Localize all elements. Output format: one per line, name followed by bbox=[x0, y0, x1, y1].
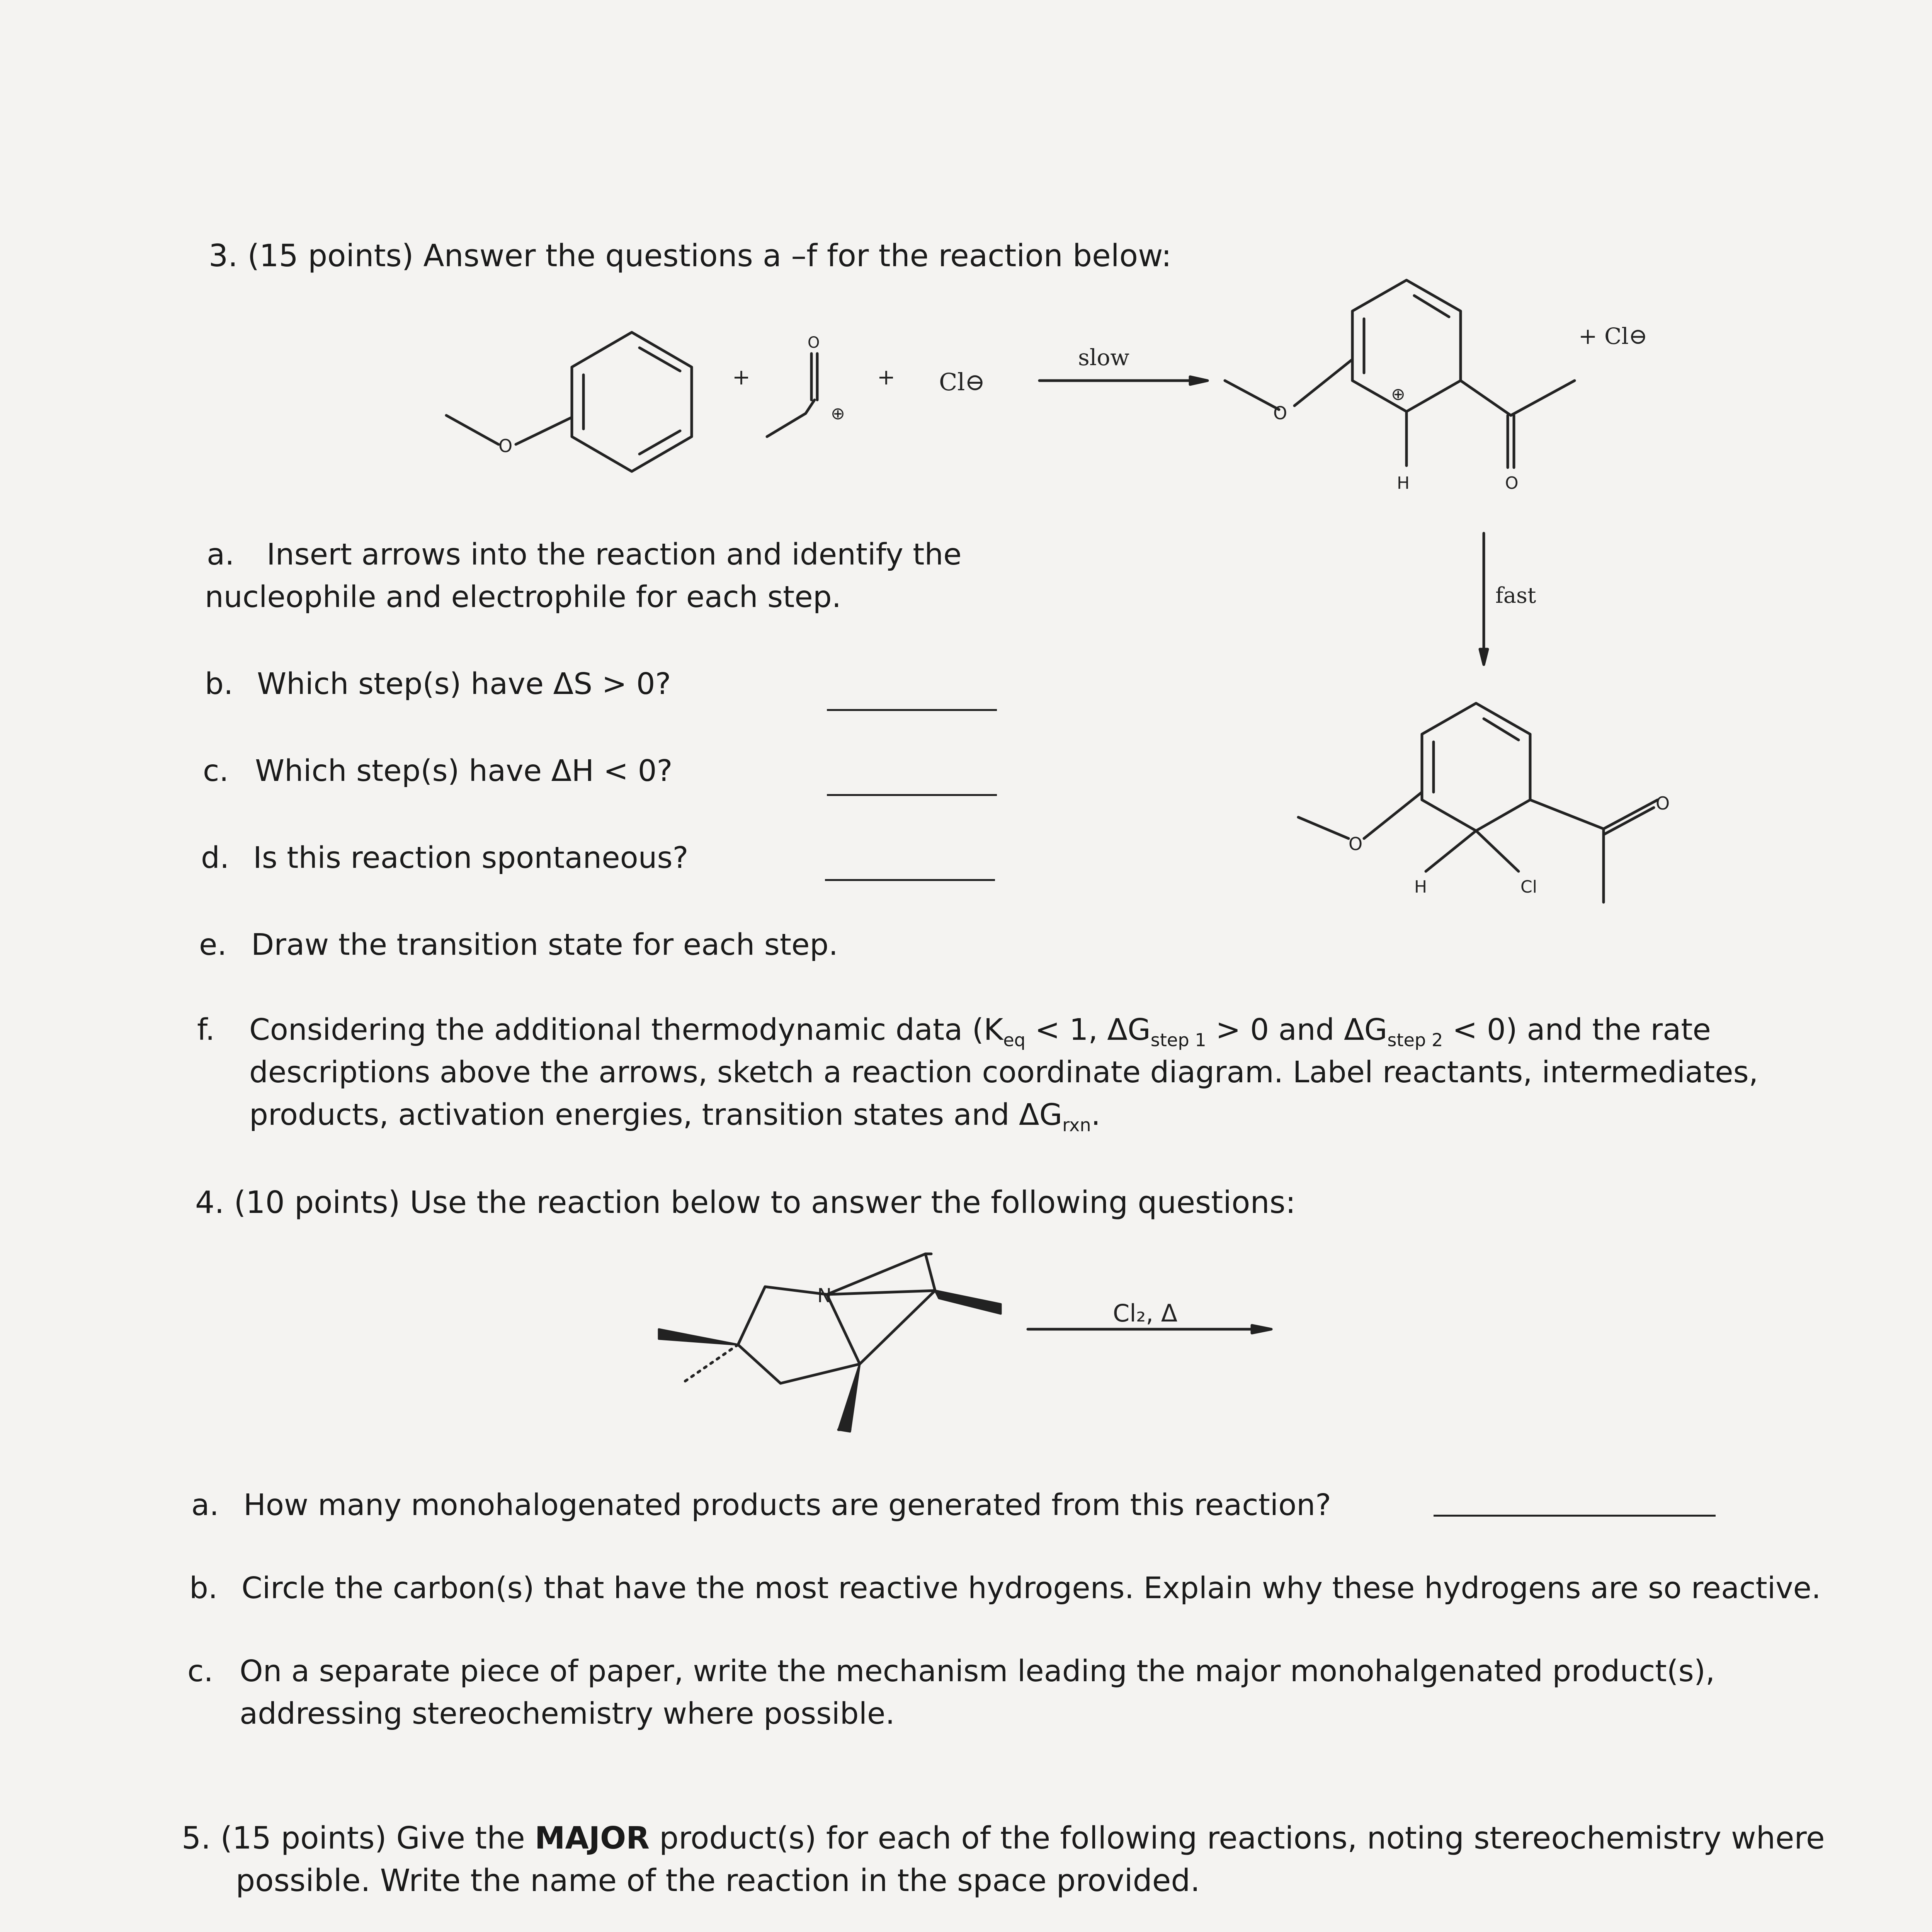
product-O2: O bbox=[1656, 793, 1670, 814]
acylium-structure bbox=[767, 354, 817, 437]
q3f-label: f. bbox=[197, 1013, 215, 1047]
slow-label: slow bbox=[1078, 344, 1129, 371]
intermediate-charge: ⊕ bbox=[1391, 384, 1405, 404]
plus-2: + bbox=[877, 365, 895, 390]
q3a-line1: Insert arrows into the reaction and identify the bbox=[267, 537, 962, 572]
product-structure bbox=[1298, 703, 1658, 902]
q3f-line3: products, activation energies, transition states and $\Delta G_{rxn}$. bbox=[249, 1098, 1101, 1136]
q4a-text: How many monohalogenated products are generated from this reaction? bbox=[243, 1488, 1331, 1522]
product-O: O bbox=[1349, 833, 1363, 854]
product-Cl: Cl bbox=[1520, 877, 1537, 897]
q3c-label: c. bbox=[203, 754, 229, 788]
product-H: H bbox=[1414, 877, 1427, 897]
chloride-1: Cl⊖ bbox=[939, 368, 985, 396]
q3f-line1: Considering the additional thermodynamic data ($K_{eq} < 1$, $\Delta G_{step 1} > 0$ and $\Delta G_{step 2} < 0$) and the rate bbox=[249, 1013, 1711, 1051]
q4-structure bbox=[659, 1254, 1001, 1432]
q3c-text: Which step(s) have ΔH < 0? bbox=[255, 754, 673, 788]
q3b-label: b. bbox=[205, 667, 233, 701]
q3f-line2: descriptions above the arrows, sketch a reaction coordinate diagram. Label reactants, intermediates, bbox=[249, 1055, 1759, 1090]
plus-1: + bbox=[732, 365, 750, 390]
q5-title-line2: possible. Write the name of the reaction in the space provided. bbox=[236, 1863, 1200, 1898]
q4c-line1: On a separate piece of paper, write the mechanism leading the major monohalgenated product(s), bbox=[240, 1654, 1715, 1689]
q3e-text: Draw the transition state for each step. bbox=[251, 928, 838, 962]
acylium-O: O bbox=[808, 334, 820, 352]
q4b-text: Circle the carbon(s) that have the most reactive hydrogens. Explain why these hydrogens are so reactive. bbox=[242, 1571, 1821, 1605]
q3-title: 3. (15 points) Answer the questions a –f for the reaction below: bbox=[209, 238, 1172, 274]
q4-title: 4. (10 points) Use the reaction below to answer the following questions: bbox=[195, 1185, 1296, 1220]
q3e-label: e. bbox=[199, 928, 227, 962]
q4c-label: c. bbox=[187, 1654, 213, 1689]
chloride-2: + Cl⊖ bbox=[1578, 323, 1648, 349]
intermediate-H: H bbox=[1397, 473, 1410, 493]
anisole-O: O bbox=[498, 435, 513, 456]
intermediate-structure bbox=[1225, 280, 1575, 468]
q4-N: N bbox=[817, 1284, 832, 1307]
acylium-charge: ⊕ bbox=[831, 404, 845, 423]
q3a-line2: nucleophile and electrophile for each step. bbox=[205, 580, 842, 614]
fast-label: fast bbox=[1495, 583, 1536, 608]
q4-reagent: Cl₂, Δ bbox=[1113, 1299, 1178, 1327]
q5-title: 5. (15 points) Give the MAJOR product(s) for each of the following reactions, noting stereochemistry where bbox=[182, 1820, 1825, 1856]
q3d-text: Is this reaction spontaneous? bbox=[253, 841, 689, 875]
q3d-label: d. bbox=[201, 841, 230, 875]
anisole-structure bbox=[446, 332, 692, 471]
q4b-label: b. bbox=[189, 1571, 218, 1605]
q4a-label: a. bbox=[191, 1488, 219, 1522]
intermediate-O: O bbox=[1273, 403, 1287, 423]
q3a-label: a. bbox=[207, 537, 235, 572]
q4c-line2: addressing stereochemistry where possible. bbox=[240, 1697, 895, 1731]
intermediate-O2: O bbox=[1505, 473, 1519, 493]
q3b-text: Which step(s) have ΔS > 0? bbox=[257, 667, 671, 701]
